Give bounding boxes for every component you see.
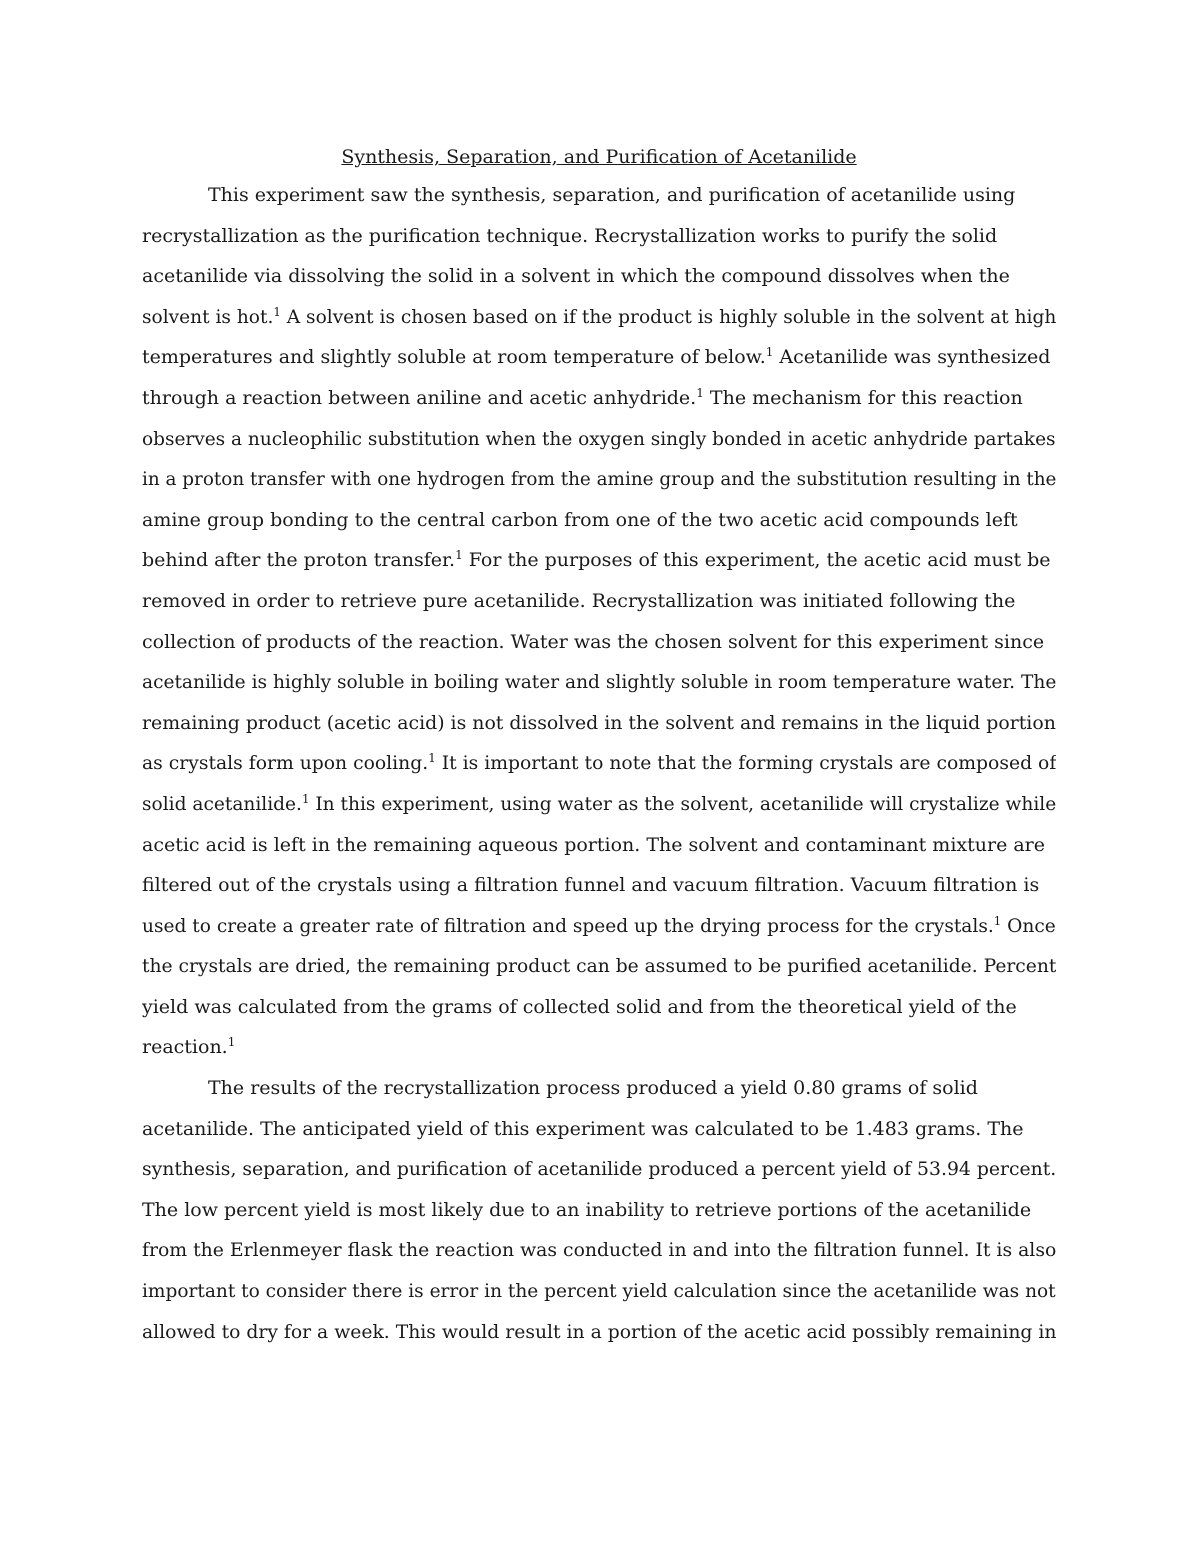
text-run: behind after the proton transfer. [142, 549, 456, 572]
text-line [142, 337, 1056, 378]
document-title: Synthesis, Separation, and Purification of Acetanilide [341, 146, 857, 168]
citation-superscript: 1 [765, 345, 774, 360]
text-run: The low percent yield is most likely due to an inability to retrieve portions of the acetanilide [142, 1198, 1032, 1221]
citation-superscript: 1 [301, 791, 310, 806]
text-line [142, 1149, 1056, 1190]
text-line [142, 1109, 1056, 1150]
text-run: solvent is hot. [142, 305, 274, 328]
text-run: recrystallization as the purification technique. Recrystallization works to purify the solid [142, 224, 998, 247]
citation-superscript: 1 [428, 751, 436, 766]
text-line [142, 825, 1056, 866]
text-line [142, 216, 1056, 257]
text-line [142, 662, 1056, 703]
text-line [142, 1230, 1056, 1271]
text-run: filtered out of the crystals using a filtration funnel and vacuum filtration. Vacuum filtration is [142, 874, 1040, 897]
citation-superscript: 1 [455, 548, 463, 563]
citation-superscript: 1 [273, 304, 281, 319]
document-page [142, 140, 1056, 1540]
paragraph-intro [142, 175, 1056, 1068]
citation-superscript: 1 [227, 1035, 236, 1050]
text-run: acetic acid is left in the remaining aqueous portion. The solvent and contaminant mixture are [142, 833, 1046, 856]
text-run: amine group bonding to the central carbon from one of the two acetic acid compounds left [142, 508, 1018, 531]
citation-superscript: 1 [696, 385, 704, 400]
text-run: the crystals are dried, the remaining product can be assumed to be purified acetanilide. Percent [142, 955, 1056, 978]
text-run: A solvent is chosen based on if the product is highly soluble in the solvent at high [280, 305, 1056, 328]
text-run: Acetanilide was synthesized [773, 346, 1051, 369]
text-line [142, 540, 1056, 581]
text-run: removed in order to retrieve pure acetanilide. Recrystallization was initiated following the [142, 589, 1016, 612]
text-line [142, 1068, 1056, 1109]
text-run: The results of the recrystallization process produced a yield 0.80 grams of solid [208, 1077, 978, 1100]
text-run: acetanilide. The anticipated yield of this experiment was calculated to be 1.483 grams. The [142, 1117, 1024, 1140]
text-run: observes a nucleophilic substitution when the oxygen singly bonded in acetic anhydride partakes [142, 427, 1056, 450]
text-line [142, 1312, 1056, 1353]
text-run: from the Erlenmeyer flask the reaction was conducted in and into the filtration funnel. It is also [142, 1239, 1056, 1262]
paragraph-results [142, 1068, 1056, 1352]
text-run: synthesis, separation, and purification of acetanilide produced a percent yield of 53.94 percent. [142, 1158, 1056, 1181]
text-line [142, 946, 1056, 987]
text-line [142, 1271, 1056, 1312]
text-line [142, 906, 1056, 947]
text-line [142, 459, 1056, 500]
text-run: through a reaction between aniline and acetic anhydride. [142, 386, 697, 409]
text-run: Once [1001, 914, 1056, 937]
text-line [142, 1190, 1056, 1231]
citation-superscript: 1 [993, 913, 1002, 928]
text-run: collection of products of the reaction. Water was the chosen solvent for this experiment since [142, 630, 1045, 653]
text-run: yield was calculated from the grams of collected solid and from the theoretical yield of the [142, 995, 1017, 1018]
text-line [142, 175, 1056, 216]
text-run: This experiment saw the synthesis, separation, and purification of acetanilide using [208, 184, 1016, 206]
text-line [142, 865, 1056, 906]
text-run: acetanilide is highly soluble in boiling water and slightly soluble in room temperature water. The [142, 671, 1056, 694]
text-line [142, 743, 1056, 784]
text-line [142, 581, 1056, 622]
text-line [142, 297, 1056, 338]
text-run: used to create a greater rate of filtration and speed up the drying process for the crystals. [142, 914, 994, 937]
text-line [142, 378, 1056, 419]
text-line [142, 1027, 1056, 1068]
text-run: The mechanism for this reaction [703, 386, 1023, 409]
text-run: remaining product (acetic acid) is not dissolved in the solvent and remains in the liquid portion [142, 711, 1056, 734]
text-run: allowed to dry for a week. This would result in a portion of the acetic acid possibly remaining in [142, 1320, 1056, 1343]
text-run: in a proton transfer with one hydrogen from the amine group and the substitution resulting in the [142, 468, 1056, 491]
text-line [142, 622, 1056, 663]
text-line [142, 256, 1056, 297]
text-run: acetanilide via dissolving the solid in a solvent in which the compound dissolves when the [142, 265, 1010, 288]
text-run: It is important to note that the forming crystals are composed of [435, 752, 1056, 775]
text-run: temperatures and slightly soluble at room temperature of below. [142, 346, 766, 369]
text-line [142, 500, 1056, 541]
text-run: In this experiment, using water as the solvent, acetanilide will crystalize while [309, 792, 1056, 815]
text-run: For the purposes of this experiment, the acetic acid must be [462, 549, 1051, 572]
text-line [142, 703, 1056, 744]
text-run: solid acetanilide. [142, 792, 302, 815]
text-run: reaction. [142, 1036, 228, 1059]
text-line [142, 784, 1056, 825]
text-line [142, 987, 1056, 1028]
text-run: as crystals form upon cooling. [142, 752, 429, 775]
text-line [142, 419, 1056, 460]
text-run: important to consider there is error in the percent yield calculation since the acetanilide was not [142, 1280, 1056, 1303]
